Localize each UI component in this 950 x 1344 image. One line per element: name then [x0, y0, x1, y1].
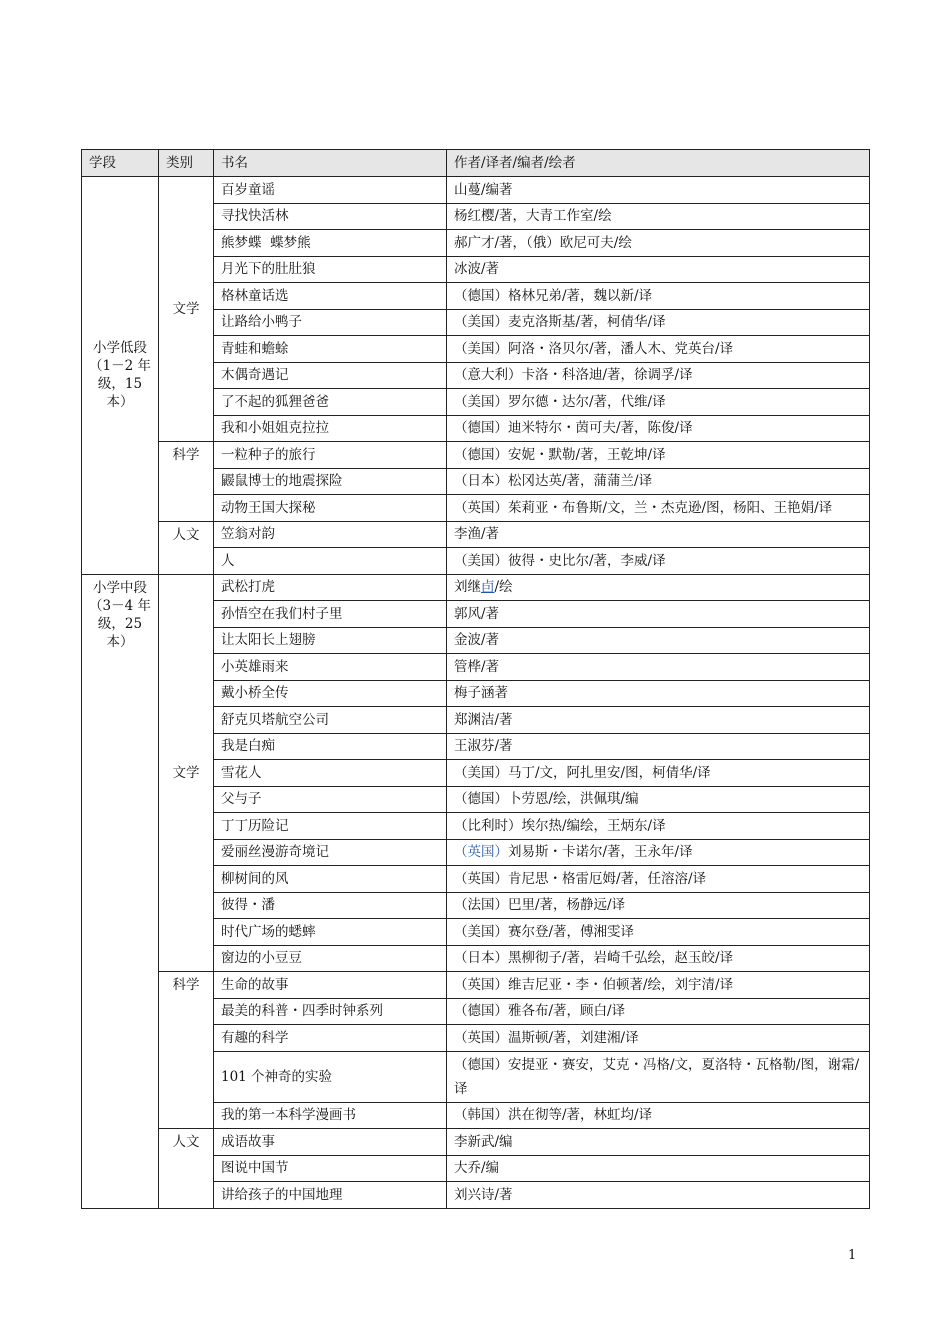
book-title: 柳树间的风 [214, 866, 447, 893]
book-author: （德国）安提亚・赛安，艾克・冯格/文，夏洛特・瓦格勒/图，谢霜/译 [447, 1051, 870, 1102]
book-title: 孙悟空在我们村子里 [214, 601, 447, 628]
book-author: 郑渊洁/著 [447, 707, 870, 734]
book-author: 梅子涵著 [447, 680, 870, 707]
book-title: 我是白痴 [214, 733, 447, 760]
book-author: 冰波/著 [447, 256, 870, 283]
book-title: 月光下的肚肚狼 [214, 256, 447, 283]
author-link[interactable]: 卣 [481, 579, 495, 596]
reading-list-table [81, 149, 870, 1209]
book-title: 爱丽丝漫游奇境记 [214, 839, 447, 866]
book-author: 刘继卣/绘 [447, 574, 870, 601]
book-title: 舒克贝塔航空公司 [214, 707, 447, 734]
book-title: 动物王国大探秘 [214, 495, 447, 522]
book-author: （日本）松冈达英/著，蒲蒲兰/译 [447, 468, 870, 495]
book-author: 刘兴诗/著 [447, 1182, 870, 1209]
book-title: 有趣的科学 [214, 1025, 447, 1052]
book-title: 时代广场的蟋蟀 [214, 919, 447, 946]
page-number: 1 [848, 1248, 857, 1263]
book-author: 杨红樱/著，大青工作室/绘 [447, 203, 870, 230]
book-author: （德国）格林兄弟/著，魏以新/译 [447, 283, 870, 310]
book-author: （法国）巴里/著，杨静远/译 [447, 892, 870, 919]
book-title: 格林童话选 [214, 283, 447, 310]
stage-cell-middle: 小学中段 （3－4 年 级，25 本） [82, 574, 159, 1208]
table-row [82, 1129, 870, 1156]
book-title: 武松打虎 [214, 574, 447, 601]
book-author: 管桦/著 [447, 654, 870, 681]
book-author: （美国）彼得・史比尔/著，李威/译 [447, 548, 870, 575]
book-author: （美国）赛尔登/著，傅湘雯译 [447, 919, 870, 946]
book-author: （美国）阿洛・洛贝尔/著，潘人木、党英台/译 [447, 336, 870, 363]
book-author: 大乔/编 [447, 1155, 870, 1182]
book-title: 戴小桥全传 [214, 680, 447, 707]
book-author: （英国）刘易斯・卡诺尔/著，王永年/译 [447, 839, 870, 866]
header-author: 作者/译者/编者/绘者 [447, 150, 870, 177]
category-science: 科学 [159, 442, 214, 522]
book-author: （美国）马丁/文，阿扎里安/图，柯倩华/译 [447, 760, 870, 787]
book-author: 郝广才/著，（俄）欧尼可夫/绘 [447, 230, 870, 257]
book-author: （意大利）卡洛・科洛迪/著，徐调孚/译 [447, 362, 870, 389]
book-author: （德国）卜劳恩/绘，洪佩琪/编 [447, 786, 870, 813]
table-row [82, 521, 870, 548]
book-author: （英国）维吉尼亚・李・伯顿著/绘，刘宇清/译 [447, 972, 870, 999]
table-row [82, 442, 870, 469]
book-title: 我的第一本科学漫画书 [214, 1102, 447, 1129]
book-title: 雪花人 [214, 760, 447, 787]
book-author: 郭风/著 [447, 601, 870, 628]
book-author: 李新武/编 [447, 1129, 870, 1156]
book-author: 山蔓/编著 [447, 177, 870, 204]
header-stage: 学段 [82, 150, 159, 177]
stage-cell-lower: 小学低段 （1－2 年 级，15 本） [82, 177, 159, 575]
table-row [82, 574, 870, 601]
book-title: 百岁童谣 [214, 177, 447, 204]
book-title: 让路给小鸭子 [214, 309, 447, 336]
book-title: 101 个神奇的实验 [214, 1051, 447, 1102]
book-author: （德国）迪米特尔・茵可夫/著，陈俊/译 [447, 415, 870, 442]
book-author: （英国）温斯顿/著，刘建湘/译 [447, 1025, 870, 1052]
book-author: （德国）雅各布/著，顾白/译 [447, 998, 870, 1025]
book-title: 熊梦蝶 蝶梦熊 [214, 230, 447, 257]
book-author: 李渔/著 [447, 521, 870, 548]
book-title: 木偶奇遇记 [214, 362, 447, 389]
book-title: 寻找快活林 [214, 203, 447, 230]
book-author: （英国）茱莉亚・布鲁斯/文，兰・杰克逊/图，杨阳、王艳娟/译 [447, 495, 870, 522]
category-literature: 文学 [159, 574, 214, 972]
book-author: （韩国）洪在彻等/著，林虹均/译 [447, 1102, 870, 1129]
category-humanities: 人文 [159, 1129, 214, 1209]
book-author: （英国）肯尼思・格雷厄姆/著，任溶溶/译 [447, 866, 870, 893]
book-title: 成语故事 [214, 1129, 447, 1156]
book-title: 彼得・潘 [214, 892, 447, 919]
book-author: （比利时）埃尔热/编绘，王炳东/译 [447, 813, 870, 840]
book-title: 窗边的小豆豆 [214, 945, 447, 972]
book-title: 青蛙和蟾蜍 [214, 336, 447, 363]
book-title: 最美的科普・四季时钟系列 [214, 998, 447, 1025]
book-title: 鼹鼠博士的地震探险 [214, 468, 447, 495]
book-author: （美国）麦克洛斯基/著，柯倩华/译 [447, 309, 870, 336]
book-title: 小英雄雨来 [214, 654, 447, 681]
book-title: 图说中国节 [214, 1155, 447, 1182]
header-category: 类别 [159, 150, 214, 177]
table-header-row [82, 150, 870, 177]
book-title: 父与子 [214, 786, 447, 813]
table-row [82, 177, 870, 204]
book-title: 我和小姐姐克拉拉 [214, 415, 447, 442]
book-title: 生命的故事 [214, 972, 447, 999]
book-author: 金波/著 [447, 627, 870, 654]
category-humanities: 人文 [159, 521, 214, 574]
book-author: 王淑芬/著 [447, 733, 870, 760]
table-row [82, 972, 870, 999]
book-title: 丁丁历险记 [214, 813, 447, 840]
category-science: 科学 [159, 972, 214, 1129]
book-title: 讲给孩子的中国地理 [214, 1182, 447, 1209]
book-author: （美国）罗尔德・达尔/著，代维/译 [447, 389, 870, 416]
book-title: 了不起的狐狸爸爸 [214, 389, 447, 416]
book-title: 一粒种子的旅行 [214, 442, 447, 469]
book-author: （德国）安妮・默勒/著，王乾坤/译 [447, 442, 870, 469]
book-title: 让太阳长上翅膀 [214, 627, 447, 654]
book-author: （日本）黑柳彻子/著，岩崎千弘绘，赵玉皎/译 [447, 945, 870, 972]
book-title: 笠翁对韵 [214, 521, 447, 548]
header-title: 书名 [214, 150, 447, 177]
category-literature: 文学 [159, 177, 214, 442]
book-title: 人 [214, 548, 447, 575]
